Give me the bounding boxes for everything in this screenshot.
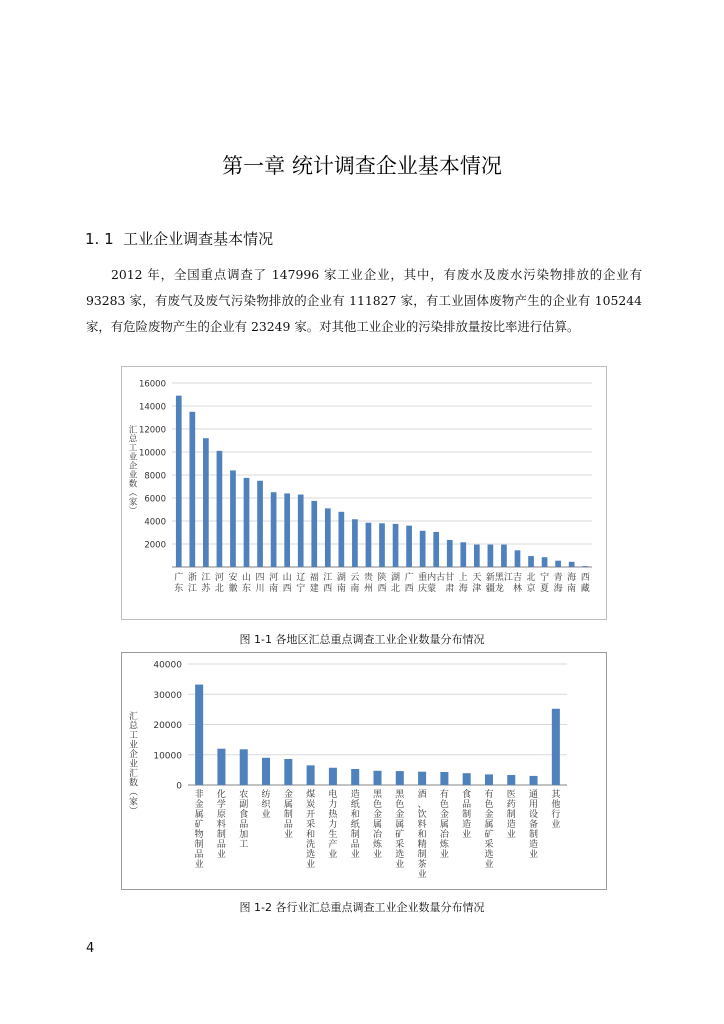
bar — [217, 749, 225, 785]
x-tick-label — [323, 572, 332, 594]
x-tick-char: 冶 — [372, 830, 383, 840]
x-tick-char: 徽 — [228, 584, 238, 594]
figure-2-caption: 图 1-2 各行业汇总重点调查工业企业数量分布情况 — [239, 901, 485, 914]
x-tick-char: 苏 — [201, 584, 211, 594]
bar — [440, 772, 448, 785]
x-tick-char: 业 — [216, 850, 226, 860]
x-tick-char: 色 — [439, 800, 449, 810]
x-tick-char: 业 — [395, 860, 405, 870]
x-tick-char: 热 — [328, 810, 338, 820]
bar — [433, 532, 439, 567]
x-tick-char: 属 — [439, 820, 449, 830]
x-tick-char: 北 — [214, 584, 224, 594]
x-tick-label — [306, 788, 315, 870]
x-tick-char: 西 — [282, 584, 292, 594]
x-tick-char: 副 — [239, 800, 249, 810]
x-tick-char: 州 — [363, 584, 373, 594]
x-tick-char: 医 — [506, 790, 516, 800]
bar — [507, 775, 515, 785]
bar — [189, 412, 195, 567]
x-tick-char: 属 — [395, 820, 405, 830]
y-tick-label: 12000 — [138, 425, 166, 436]
x-tick-label — [513, 571, 522, 594]
x-tick-char: 和 — [417, 830, 427, 840]
x-tick-char: 属 — [372, 820, 383, 830]
bar — [271, 492, 277, 567]
bar — [230, 470, 236, 567]
x-tick-char: 南 — [269, 584, 279, 594]
x-tick-char: 川 — [255, 584, 265, 594]
y-tick-label: 4000 — [144, 517, 166, 528]
x-tick-label — [440, 788, 450, 860]
x-tick-char: 力 — [328, 800, 338, 810]
x-tick-char: 色 — [372, 800, 383, 810]
bar — [244, 478, 250, 567]
x-tick-char: 采 — [306, 820, 316, 830]
x-tick-char: 黑 — [494, 573, 504, 583]
x-tick-char: 采 — [484, 840, 494, 850]
y-tick-label: 10000 — [138, 448, 166, 459]
bar — [582, 566, 588, 567]
x-tick-char: 广 — [404, 573, 414, 583]
x-tick-char: 食 — [462, 790, 472, 800]
x-tick-char: 品 — [283, 820, 293, 830]
bar — [284, 759, 292, 785]
bar — [298, 495, 304, 567]
x-tick-label — [405, 571, 414, 594]
bar — [406, 526, 412, 567]
x-tick-char: 精 — [417, 840, 427, 850]
x-tick-label — [395, 789, 405, 870]
bar — [463, 773, 471, 785]
x-tick-char: 蒙 — [427, 584, 437, 594]
x-tick-char: 金 — [283, 790, 293, 800]
x-tick-char: 制 — [529, 830, 539, 840]
x-tick-char: 制 — [462, 810, 472, 820]
x-tick-label — [350, 572, 359, 594]
bar — [379, 523, 385, 567]
x-tick-char: 和 — [306, 830, 316, 840]
bar — [396, 771, 404, 785]
x-tick-char: 业 — [484, 860, 494, 870]
x-tick-char: 金 — [439, 810, 449, 820]
x-tick-char: 安 — [228, 573, 238, 583]
x-tick-char: 新 — [485, 573, 495, 583]
x-tick-label — [310, 571, 319, 594]
x-tick-char: 东 — [242, 584, 252, 594]
x-tick-char: 北 — [391, 584, 401, 594]
x-tick-char: 西 — [323, 584, 333, 594]
x-tick-char: 用 — [529, 800, 539, 810]
y-tick-label: 14000 — [138, 402, 166, 413]
x-tick-char: 贵 — [363, 573, 373, 583]
x-tick-char: 选 — [395, 850, 405, 860]
x-tick-char: 西 — [404, 584, 414, 594]
x-tick-char: 福 — [309, 573, 319, 583]
bar — [284, 493, 290, 567]
x-tick-char: 采 — [395, 840, 405, 850]
bar — [552, 709, 560, 785]
bar — [339, 512, 345, 567]
x-tick-char: 制 — [216, 830, 226, 840]
x-tick-label — [391, 571, 400, 594]
x-tick-char: 纸 — [350, 820, 360, 830]
x-tick-char: 产 — [328, 840, 338, 850]
x-tick-label — [269, 572, 278, 594]
x-tick-char: 陕 — [377, 573, 387, 583]
bar — [528, 556, 534, 567]
bar — [515, 550, 521, 567]
x-tick-char: 四 — [255, 573, 265, 583]
x-tick-label — [283, 571, 292, 594]
x-tick-char: 金 — [484, 810, 494, 820]
x-tick-char: 化 — [216, 790, 226, 800]
x-tick-char: 煤 — [306, 790, 316, 800]
x-tick-char: 南 — [350, 584, 360, 594]
x-tick-label — [328, 788, 338, 860]
body-paragraph: 2012 年，全国重点调查了 147996 家工业企业，其中，有废水及废水污染物排放的企业有 93283 家，有废气及废气污染物排放的企业有 111827 家，有工业固体废物产生的企业有 105244 家，有危险废物产生的企业有 23249 家。对其他工业企业的污染排放量按比率进行估算。 — [86, 267, 642, 334]
x-tick-label — [373, 789, 383, 860]
bar — [307, 765, 315, 785]
bar — [393, 524, 399, 567]
x-tick-label — [296, 572, 305, 594]
x-tick-label — [217, 788, 226, 860]
x-tick-char: 织 — [261, 800, 271, 810]
page-number: 4 — [86, 941, 95, 956]
bar — [555, 561, 561, 567]
y-tick-label: 6000 — [144, 494, 166, 505]
x-tick-label — [242, 571, 251, 594]
x-tick-char: 造 — [350, 790, 360, 800]
x-tick-label — [201, 572, 211, 594]
x-tick-char: 制 — [194, 840, 204, 850]
x-tick-char: 重 — [418, 573, 428, 583]
x-tick-char: 矿 — [484, 830, 494, 840]
x-tick-char: 、 — [417, 800, 427, 810]
x-tick-char: 宁 — [540, 573, 550, 583]
x-tick-char: 云 — [350, 573, 360, 583]
x-tick-label — [377, 571, 386, 594]
x-tick-char: 业 — [283, 830, 293, 840]
x-tick-char: 古 — [436, 573, 446, 583]
x-tick-label — [486, 571, 495, 594]
x-tick-char: 矿 — [194, 820, 204, 830]
x-tick-char: 有 — [439, 790, 449, 800]
x-tick-label — [239, 788, 248, 850]
x-tick-char: 藏 — [580, 584, 590, 594]
x-tick-char: 金 — [372, 810, 383, 820]
x-tick-char: 业 — [350, 850, 360, 860]
x-tick-char: 甘 — [445, 573, 455, 583]
x-tick-char: 业 — [506, 830, 516, 840]
x-tick-label — [529, 789, 538, 860]
y-tick-label: 0 — [176, 781, 182, 792]
x-tick-char: 河 — [269, 573, 279, 583]
x-tick-char: 江 — [503, 573, 513, 583]
x-tick-char: 造 — [529, 840, 539, 850]
x-tick-char: 品 — [194, 850, 204, 860]
x-tick-char: 宁 — [296, 584, 306, 594]
x-tick-char: 南 — [567, 584, 577, 594]
figure-2-frame — [121, 652, 607, 890]
bar — [257, 481, 263, 567]
x-tick-char: 黑 — [395, 790, 405, 800]
x-tick-char: 学 — [216, 800, 226, 810]
x-tick-char: 金 — [395, 810, 405, 820]
x-tick-char: 属 — [283, 800, 293, 810]
x-tick-char: 通 — [529, 790, 539, 800]
x-tick-char: 纸 — [350, 800, 360, 810]
x-tick-char: 品 — [462, 800, 472, 810]
x-tick-char: 其 — [551, 790, 561, 800]
y-tick-label: 20000 — [153, 721, 182, 731]
bar — [311, 501, 317, 567]
x-tick-char: 料 — [216, 820, 226, 830]
bar — [542, 557, 548, 567]
x-tick-char: 北 — [526, 573, 536, 583]
x-tick-char: 建 — [309, 584, 319, 594]
x-tick-char: 江 — [187, 584, 197, 594]
x-tick-char: 和 — [350, 810, 360, 820]
bar — [447, 540, 453, 567]
x-tick-char: 业 — [417, 870, 427, 880]
chart-region-counts — [122, 367, 606, 619]
x-tick-char: 海 — [553, 584, 563, 594]
x-tick-label — [581, 572, 590, 594]
section-number: 1. 1 — [85, 230, 114, 248]
x-tick-char: 造 — [462, 820, 472, 830]
x-tick-char: 洗 — [306, 840, 316, 850]
x-tick-char: 东 — [174, 584, 184, 594]
x-tick-char: 业 — [372, 850, 383, 860]
x-tick-char: 西 — [580, 573, 590, 583]
x-tick-label — [527, 571, 536, 594]
x-tick-char: 品 — [350, 840, 360, 850]
figure-1-frame — [121, 366, 607, 620]
x-tick-label — [540, 571, 549, 594]
bar — [176, 396, 182, 567]
bar — [329, 768, 337, 785]
x-tick-char: 色 — [484, 800, 494, 810]
y-tick-label: 8000 — [144, 471, 166, 482]
bar — [351, 769, 359, 785]
x-tick-char: 业 — [194, 860, 204, 870]
bar — [485, 774, 493, 785]
x-tick-char: 内 — [427, 573, 437, 583]
x-tick-char: 设 — [529, 810, 539, 820]
x-tick-char: 江 — [323, 573, 333, 583]
x-tick-char: 龙 — [494, 584, 504, 594]
x-tick-label — [551, 788, 561, 830]
x-tick-char: 酒 — [417, 790, 427, 800]
chapter-title: 第一章 统计调查企业基本情况 — [222, 154, 502, 178]
y-tick-label: 40000 — [153, 660, 182, 671]
x-tick-char: 炭 — [306, 800, 316, 810]
x-tick-char: 夏 — [540, 584, 550, 594]
x-tick-char: 选 — [484, 850, 494, 860]
x-tick-label — [337, 571, 346, 594]
y-axis-label: 汇总工业企业数（家） — [127, 425, 137, 515]
x-tick-char: 茶 — [417, 860, 427, 870]
x-tick-char: 业 — [328, 850, 338, 860]
x-tick-char: 电 — [328, 790, 338, 800]
x-tick-char: 吉 — [512, 573, 522, 583]
bar — [325, 508, 331, 567]
x-tick-char: 业 — [551, 820, 561, 830]
x-tick-label — [418, 571, 427, 594]
x-tick-char: 制 — [350, 830, 360, 840]
x-tick-char: 湖 — [391, 573, 401, 583]
x-tick-char: 京 — [526, 584, 536, 594]
section-heading — [85, 228, 273, 249]
x-tick-char: 食 — [239, 810, 249, 820]
chart-industry-counts — [122, 653, 606, 889]
x-tick-char: 工 — [239, 840, 249, 850]
x-tick-label — [554, 571, 563, 594]
bar — [474, 545, 480, 567]
x-tick-char: 生 — [328, 830, 338, 840]
y-tick-label: 10000 — [153, 751, 182, 762]
x-tick-label — [484, 788, 493, 870]
x-tick-char: 饮 — [417, 810, 427, 820]
x-tick-char: 加 — [239, 830, 249, 840]
y-tick-label: 16000 — [138, 379, 166, 390]
x-tick-char: 南 — [336, 584, 346, 594]
x-tick-char: 农 — [239, 790, 249, 800]
x-tick-char: 原 — [216, 810, 226, 820]
x-tick-label — [174, 571, 183, 594]
x-tick-char: 矿 — [395, 830, 405, 840]
x-tick-char: 开 — [306, 810, 316, 820]
x-tick-char: 疆 — [485, 584, 495, 594]
bar — [352, 519, 358, 567]
x-tick-char: 山 — [242, 573, 252, 583]
x-tick-char: 业 — [306, 860, 316, 870]
x-tick-char: 他 — [551, 800, 561, 810]
bar — [418, 772, 426, 785]
x-tick-char: 西 — [377, 584, 387, 594]
x-tick-char: 色 — [395, 800, 405, 810]
x-tick-label — [284, 788, 293, 840]
x-tick-label — [195, 788, 204, 870]
bar — [569, 562, 575, 567]
x-tick-char: 品 — [216, 840, 226, 850]
x-tick-char: 制 — [283, 810, 293, 820]
x-tick-char: 津 — [472, 584, 482, 594]
bar — [501, 545, 507, 567]
x-tick-char: 力 — [328, 820, 338, 830]
bar — [203, 438, 209, 567]
bar — [366, 523, 372, 567]
x-tick-char: 属 — [484, 820, 494, 830]
bar — [217, 451, 223, 567]
x-tick-char: 业 — [462, 830, 472, 840]
x-tick-char: 林 — [512, 584, 522, 594]
x-tick-char: 造 — [506, 820, 516, 830]
x-tick-label — [262, 788, 272, 820]
bar — [420, 531, 426, 567]
bar — [195, 685, 203, 785]
x-tick-char: 业 — [261, 810, 271, 820]
x-tick-char: 天 — [472, 573, 482, 583]
x-tick-char: 料 — [417, 820, 427, 830]
x-tick-label — [495, 572, 513, 594]
x-tick-char: 河 — [214, 573, 224, 583]
x-tick-label — [507, 789, 516, 840]
x-tick-char: 山 — [282, 573, 292, 583]
bar — [262, 758, 270, 785]
x-tick-char: 选 — [306, 850, 316, 860]
x-tick-char: 炼 — [439, 840, 449, 850]
x-tick-char: 属 — [194, 810, 204, 820]
y-tick-label: 30000 — [153, 690, 182, 701]
x-tick-char: 海 — [458, 584, 468, 594]
x-tick-char: 业 — [529, 850, 539, 860]
x-tick-char: 品 — [239, 820, 249, 830]
x-tick-char: 辽 — [296, 573, 306, 583]
bar — [373, 771, 381, 785]
x-tick-char: 物 — [194, 830, 204, 840]
x-tick-label — [567, 571, 576, 594]
x-tick-char: 青 — [553, 573, 563, 583]
x-tick-char: 制 — [417, 850, 427, 860]
x-tick-char: 冶 — [439, 830, 449, 840]
x-tick-char: 江 — [201, 573, 211, 583]
x-tick-label — [462, 788, 471, 840]
x-tick-char: 黑 — [372, 790, 383, 800]
x-tick-char: 非 — [194, 790, 204, 800]
figure-1-caption: 图 1-1 各地区汇总重点调查工业企业数量分布情况 — [239, 633, 485, 646]
bar — [240, 749, 248, 785]
x-tick-label — [228, 571, 237, 594]
x-tick-label — [427, 571, 445, 594]
x-tick-label — [256, 572, 265, 594]
bar — [530, 776, 538, 785]
x-tick-label — [351, 788, 360, 860]
x-tick-char: 金 — [194, 800, 204, 810]
x-tick-char: 备 — [529, 820, 539, 830]
x-tick-char: 浙 — [187, 573, 197, 583]
x-tick-label — [445, 571, 454, 594]
bar — [460, 542, 466, 567]
x-tick-char: 业 — [439, 850, 449, 860]
section-title: 工业企业调查基本情况 — [123, 230, 274, 248]
x-tick-char: 肃 — [445, 584, 455, 594]
x-tick-char: 药 — [506, 800, 516, 810]
x-tick-char: 湖 — [336, 573, 346, 583]
x-tick-char: 海 — [567, 573, 577, 583]
x-tick-label — [472, 572, 481, 594]
x-tick-label — [188, 571, 197, 594]
y-tick-label: 2000 — [144, 540, 166, 551]
x-tick-char: 纺 — [261, 790, 271, 800]
x-tick-label — [215, 572, 224, 594]
x-tick-char: 广 — [174, 573, 184, 583]
x-tick-char: 行 — [551, 810, 561, 820]
x-tick-char: 上 — [458, 573, 468, 583]
y-axis-label: 汇总工业企业汇数（家） — [127, 711, 137, 816]
x-tick-char: 制 — [506, 810, 516, 820]
x-tick-char: 炼 — [372, 840, 383, 850]
bar — [488, 545, 494, 567]
x-tick-label — [418, 789, 427, 880]
x-tick-char: 有 — [484, 790, 494, 800]
x-tick-label — [364, 571, 374, 594]
x-tick-label — [459, 571, 468, 594]
x-tick-char: 庆 — [418, 584, 428, 594]
